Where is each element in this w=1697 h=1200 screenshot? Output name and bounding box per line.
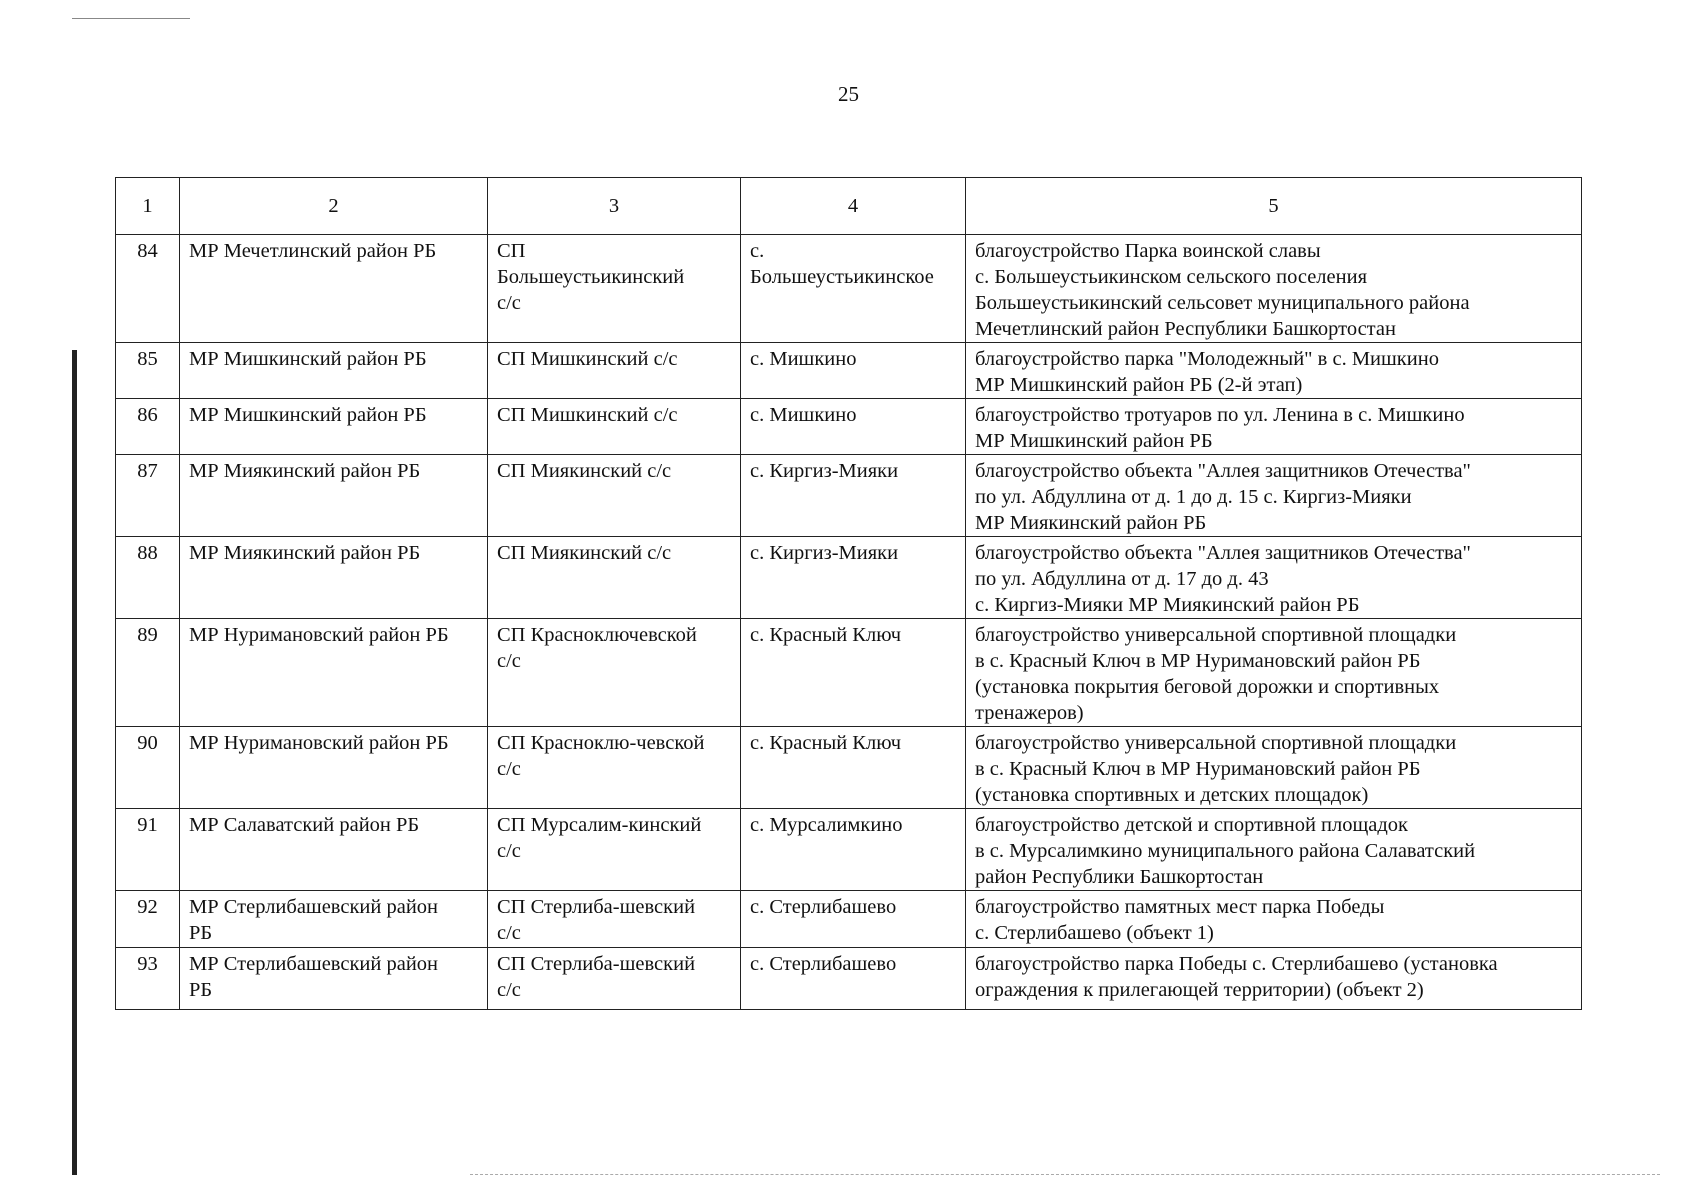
description-cell-line: благоустройство парка Победы с. Стерлибашево (установка <box>975 953 1498 975</box>
table-row <box>116 809 1582 891</box>
description-cell <box>966 809 1582 891</box>
locality-cell <box>741 343 966 399</box>
description-cell-line: благоустройство тротуаров по ул. Ленина в с. Мишкино <box>975 404 1465 426</box>
row-number: 92 <box>116 891 180 948</box>
locality-cell <box>741 455 966 537</box>
settlement-cell <box>488 537 741 619</box>
district-cell <box>180 455 488 537</box>
settlement-cell-line: СП Миякинский с/с <box>497 542 672 564</box>
description-cell-line: с. Стерлибашево (объект 1) <box>975 922 1214 944</box>
locality-cell-line: Большеустьикинское <box>750 266 934 288</box>
locality-cell <box>741 399 966 455</box>
description-cell-line: благоустройство детской и спортивной площадок <box>975 814 1409 836</box>
description-cell-line: благоустройство памятных мест парка Победы <box>975 896 1385 918</box>
settlement-cell-line: СП Мишкинский с/с <box>497 348 678 370</box>
table-row <box>116 891 1582 948</box>
table-row <box>116 343 1582 399</box>
district-cell-line: МР Нуримановский район РБ <box>189 624 449 646</box>
settlement-cell-line: СП Мурсалим-кинский <box>497 814 702 836</box>
row-number: 89 <box>116 619 180 727</box>
settlement-cell <box>488 727 741 809</box>
settlement-cell-line: СП <box>497 240 526 262</box>
table-body <box>116 235 1582 1010</box>
locality-cell <box>741 727 966 809</box>
locality-cell-line: с. Мишкино <box>750 348 857 370</box>
district-cell <box>180 399 488 455</box>
district-cell-line: МР Стерлибашевский район <box>189 953 439 975</box>
row-number: 87 <box>116 455 180 537</box>
settlement-cell-line: с/с <box>497 922 521 944</box>
description-cell-line: тренажеров) <box>975 702 1084 724</box>
header-col-4: 4 <box>741 178 966 235</box>
locality-cell <box>741 891 966 948</box>
settlement-cell-line: СП Красноключевской <box>497 624 697 646</box>
district-cell-line: МР Мишкинский район РБ <box>189 404 427 426</box>
district-cell-line: МР Миякинский район РБ <box>189 542 421 564</box>
locality-cell-line: с. Киргиз-Мияки <box>750 460 899 482</box>
settlement-cell <box>488 809 741 891</box>
scan-artifact-bottom-line <box>470 1174 1660 1175</box>
settlement-cell <box>488 891 741 948</box>
settlement-cell <box>488 399 741 455</box>
locality-cell <box>741 235 966 343</box>
header-col-5: 5 <box>966 178 1582 235</box>
row-number: 91 <box>116 809 180 891</box>
description-cell-line: МР Мишкинский район РБ <box>975 430 1213 452</box>
description-cell-line: в с. Мурсалимкино муниципального района Салаватский <box>975 840 1476 862</box>
description-cell <box>966 537 1582 619</box>
district-cell <box>180 343 488 399</box>
district-cell <box>180 891 488 948</box>
locality-cell-line: с. Красный Ключ <box>750 732 902 754</box>
row-number: 93 <box>116 948 180 1010</box>
district-cell <box>180 619 488 727</box>
table-row <box>116 399 1582 455</box>
locality-cell <box>741 809 966 891</box>
scan-artifact-top-line <box>72 18 190 19</box>
settlement-cell <box>488 455 741 537</box>
table-header-row <box>116 178 1582 235</box>
description-cell-line: благоустройство объекта "Аллея защитников Отечества" <box>975 460 1471 482</box>
header-col-2: 2 <box>180 178 488 235</box>
table-row <box>116 455 1582 537</box>
description-cell-line: благоустройство объекта "Аллея защитников Отечества" <box>975 542 1471 564</box>
district-cell-line: МР Мишкинский район РБ <box>189 348 427 370</box>
settlement-cell <box>488 948 741 1010</box>
district-cell <box>180 537 488 619</box>
page-number: 25 <box>838 82 859 106</box>
description-cell-line: с. Большеустьикинском сельского поселения <box>975 266 1368 288</box>
district-cell-line: МР Нуримановский район РБ <box>189 732 449 754</box>
settlement-cell-line: СП Красноклю-чевской <box>497 732 705 754</box>
locality-cell <box>741 537 966 619</box>
scan-artifact-left-bar <box>72 350 77 1175</box>
description-cell-line: по ул. Абдуллина от д. 17 до д. 43 <box>975 568 1269 590</box>
row-number: 84 <box>116 235 180 343</box>
description-cell-line: в с. Красный Ключ в МР Нуримановский район РБ <box>975 650 1421 672</box>
district-cell-line: РБ <box>189 979 213 1001</box>
table-row <box>116 948 1582 1010</box>
district-cell <box>180 235 488 343</box>
description-cell-line: район Республики Башкортостан <box>975 866 1264 888</box>
description-cell <box>966 455 1582 537</box>
district-cell-line: МР Мечетлинский район РБ <box>189 240 437 262</box>
description-cell-line: благоустройство парка "Молодежный" в с. Мишкино <box>975 348 1439 370</box>
table-row <box>116 235 1582 343</box>
description-cell <box>966 891 1582 948</box>
table-row <box>116 619 1582 727</box>
locality-cell-line: с. Стерлибашево <box>750 953 897 975</box>
description-cell-line: благоустройство универсальной спортивной площадки <box>975 624 1457 646</box>
row-number: 88 <box>116 537 180 619</box>
locality-cell-line: с. Мишкино <box>750 404 857 426</box>
locality-cell-line: с. Киргиз-Мияки <box>750 542 899 564</box>
district-cell-line: РБ <box>189 922 213 944</box>
description-cell-line: в с. Красный Ключ в МР Нуримановский район РБ <box>975 758 1421 780</box>
table-row <box>116 537 1582 619</box>
locality-cell <box>741 948 966 1010</box>
row-number: 85 <box>116 343 180 399</box>
table-row <box>116 727 1582 809</box>
description-cell-line: (установка спортивных и детских площадок) <box>975 784 1369 806</box>
header-col-3: 3 <box>488 178 741 235</box>
locality-cell-line: с. Стерлибашево <box>750 896 897 918</box>
description-cell-line: Мечетлинский район Республики Башкортостан <box>975 318 1396 340</box>
settlement-cell-line: СП Стерлиба-шевский <box>497 896 696 918</box>
description-cell-line: благоустройство Парка воинской славы <box>975 240 1321 262</box>
district-cell <box>180 809 488 891</box>
description-cell-line: с. Киргиз-Мияки МР Миякинский район РБ <box>975 594 1360 616</box>
settlement-cell <box>488 343 741 399</box>
description-cell <box>966 727 1582 809</box>
description-cell <box>966 399 1582 455</box>
description-cell <box>966 235 1582 343</box>
description-cell <box>966 948 1582 1010</box>
settlement-cell-line: с/с <box>497 840 521 862</box>
description-cell-line: (установка покрытия беговой дорожки и спортивных <box>975 676 1440 698</box>
district-cell <box>180 727 488 809</box>
locality-cell <box>741 619 966 727</box>
description-cell <box>966 619 1582 727</box>
district-cell-line: МР Миякинский район РБ <box>189 460 421 482</box>
district-cell-line: МР Салаватский район РБ <box>189 814 420 836</box>
description-cell-line: ограждения к прилегающей территории) (объект 2) <box>975 979 1424 1001</box>
description-cell-line: МР Миякинский район РБ <box>975 512 1207 534</box>
description-cell-line: по ул. Абдуллина от д. 1 до д. 15 с. Киргиз-Мияки <box>975 486 1412 508</box>
settlement-cell-line: СП Мишкинский с/с <box>497 404 678 426</box>
settlement-cell-line: с/с <box>497 979 521 1001</box>
header-col-1: 1 <box>116 178 180 235</box>
settlement-cell-line: с/с <box>497 292 521 314</box>
district-cell <box>180 948 488 1010</box>
locality-cell-line: с. <box>750 240 765 262</box>
row-number: 86 <box>116 399 180 455</box>
locality-cell-line: с. Мурсалимкино <box>750 814 903 836</box>
settlement-cell-line: Большеустьикинский <box>497 266 685 288</box>
row-number: 90 <box>116 727 180 809</box>
description-cell <box>966 343 1582 399</box>
description-cell-line: МР Мишкинский район РБ (2-й этап) <box>975 374 1303 396</box>
settlement-cell <box>488 619 741 727</box>
description-cell-line: Большеустьикинский сельсовет муниципального района <box>975 292 1470 314</box>
settlement-cell-line: с/с <box>497 650 521 672</box>
description-cell-line: благоустройство универсальной спортивной площадки <box>975 732 1457 754</box>
settlement-cell <box>488 235 741 343</box>
settlement-cell-line: СП Стерлиба-шевский <box>497 953 696 975</box>
district-cell-line: МР Стерлибашевский район <box>189 896 439 918</box>
settlement-cell-line: СП Миякинский с/с <box>497 460 672 482</box>
data-table <box>115 177 1582 1010</box>
settlement-cell-line: с/с <box>497 758 521 780</box>
locality-cell-line: с. Красный Ключ <box>750 624 902 646</box>
